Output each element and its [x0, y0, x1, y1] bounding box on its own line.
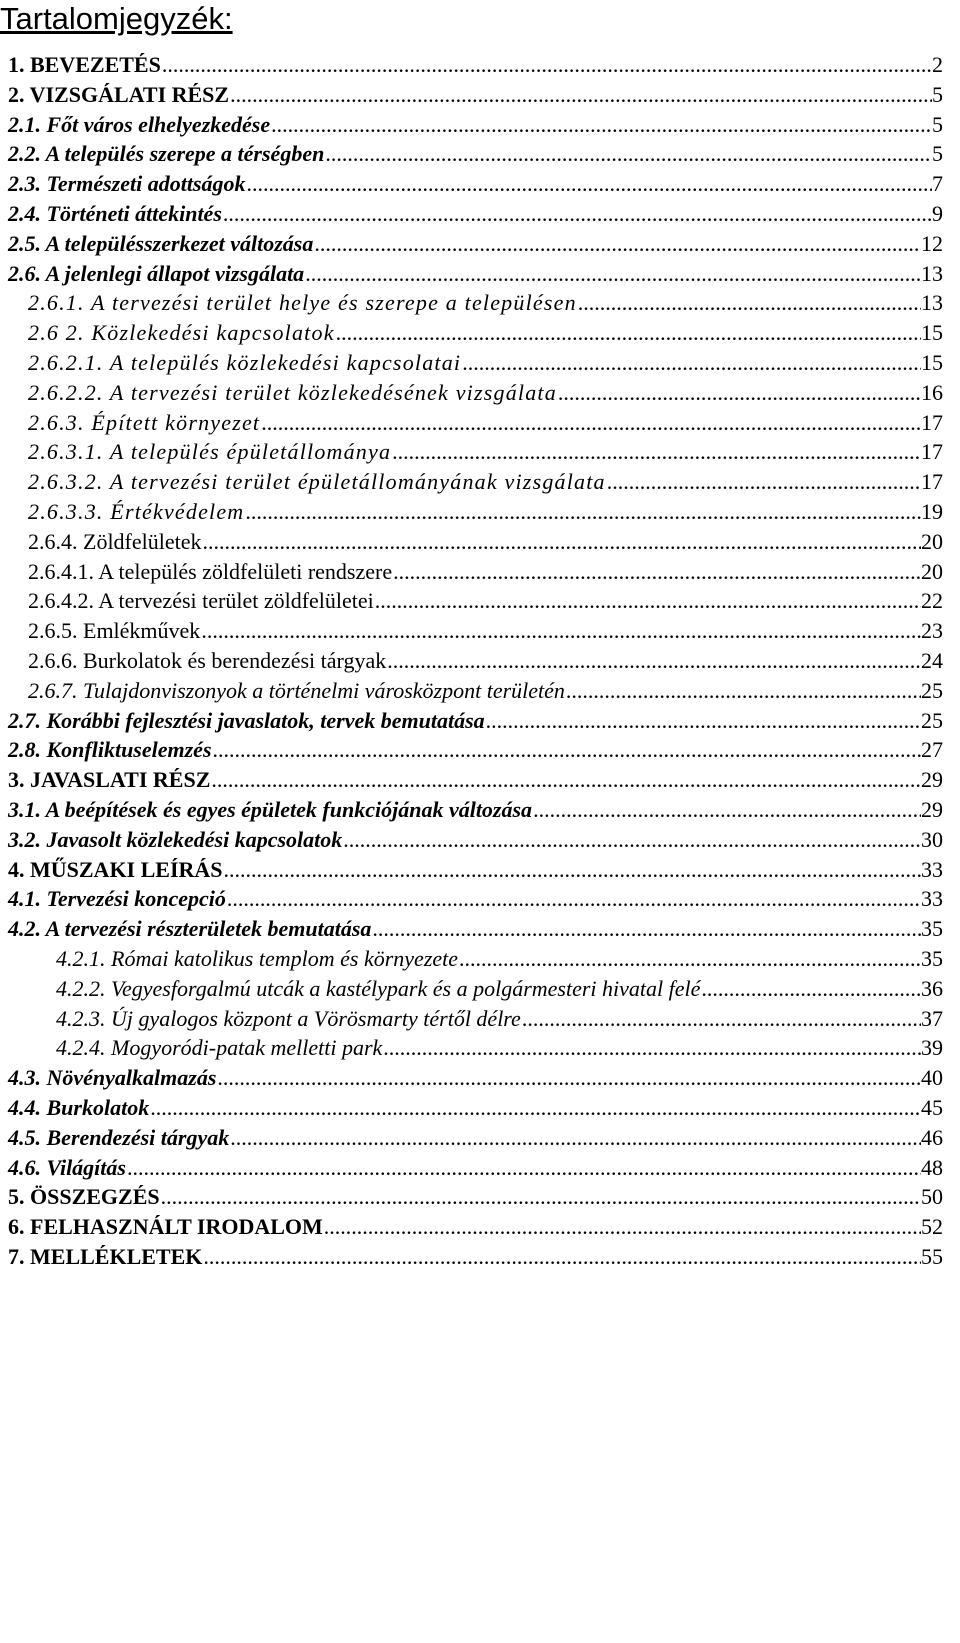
- toc-leader-dots: [324, 139, 932, 169]
- toc-page-number: 5: [932, 81, 943, 107]
- toc-leader-dots: [161, 50, 932, 80]
- toc-entry[interactable]: [8, 1153, 943, 1183]
- toc-entry[interactable]: [8, 706, 943, 736]
- toc-entry-title: 2.8. Konfliktuselemzés: [8, 737, 212, 763]
- toc-leader-dots: [577, 288, 921, 318]
- toc-entry-title: 2.2. A település szerepe a térségben: [8, 141, 325, 167]
- toc-entry-title: 2.4. Történeti áttekintés: [8, 201, 222, 226]
- toc-leader-dots: [160, 1182, 921, 1212]
- toc-leader-dots: [244, 497, 921, 527]
- toc-leader-dots: [371, 914, 921, 944]
- toc-entry-title: 2.1. Főt város elhelyezkedése: [8, 111, 271, 137]
- toc-leader-dots: [246, 169, 932, 199]
- toc-entry[interactable]: [56, 1004, 943, 1034]
- toc-entry-title: 4.5. Berendezési tárgyak: [8, 1124, 230, 1150]
- toc-entry-title: 2.6.4. Zöldfelületek: [28, 528, 202, 554]
- toc-page-number: 39: [921, 1035, 943, 1061]
- toc-entry[interactable]: [28, 616, 943, 646]
- toc-page-number: 35: [921, 946, 943, 971]
- toc-page-number: 16: [921, 379, 943, 405]
- toc-page-number: 24: [921, 648, 943, 673]
- toc-entry-title: 2.6.2.2. A tervezési terület közlekedésének vizsgálata: [28, 379, 557, 405]
- toc-leader-dots: [202, 1242, 921, 1272]
- toc-leader-dots: [374, 586, 921, 616]
- toc-entry-title: 3.1. A beépítések és egyes épületek funkciójának változása: [8, 797, 533, 822]
- toc-entry[interactable]: [56, 1033, 943, 1063]
- toc-leader-dots: [149, 1093, 921, 1123]
- toc-page-number: 36: [921, 975, 943, 1001]
- toc-page-number: 27: [921, 737, 943, 763]
- toc-entry[interactable]: [8, 795, 943, 825]
- toc-leader-dots: [226, 884, 921, 914]
- toc-entry-title: 2.6.3.3. Értékvédelem: [28, 499, 245, 524]
- toc-entry-title: 4.6. Világítás: [8, 1154, 126, 1180]
- toc-entry[interactable]: [56, 944, 943, 974]
- toc-page-number: 17: [921, 439, 943, 465]
- toc-leader-dots: [202, 527, 921, 557]
- toc-entry-title: 4.2. A tervezési részterületek bemutatása: [8, 916, 372, 942]
- toc-entry[interactable]: [28, 437, 943, 467]
- toc-entry[interactable]: [28, 497, 943, 527]
- toc-leader-dots: [335, 318, 921, 348]
- toc-entry-title: 2.5. A településszerkezet változása: [8, 230, 314, 256]
- toc-leader-dots: [606, 467, 921, 497]
- toc-page-number: 20: [921, 528, 943, 554]
- toc-entry[interactable]: [28, 676, 943, 706]
- toc-page-number: 7: [932, 171, 943, 197]
- toc-leader-dots: [532, 795, 921, 825]
- toc-entry-title: 7. MELLÉKLETEK: [8, 1244, 203, 1269]
- toc-leader-dots: [200, 616, 921, 646]
- toc-entry-title: 4. MŰSZAKI LEÍRÁS: [8, 856, 223, 882]
- toc-page-number: 29: [921, 767, 943, 793]
- toc-page-number: 13: [921, 290, 943, 316]
- toc-entry[interactable]: [8, 735, 943, 765]
- toc-entry-title: 2.6.7. Tulajdonviszonyok a történelmi városközpont területén: [28, 677, 565, 703]
- toc-entry-title: 2.6.4.1. A település zöldfelületi rendszere: [28, 558, 393, 584]
- page-title: Tartalomjegyzék:: [0, 1, 233, 36]
- toc-entry-title: 4.2.1. Római katolikus templom és környezete: [56, 946, 459, 971]
- toc-entry[interactable]: [56, 974, 943, 1004]
- toc-leader-dots: [270, 110, 932, 140]
- toc-leader-dots: [304, 259, 921, 289]
- toc-entry[interactable]: [8, 1093, 943, 1123]
- toc-entry-title: 2.3. Természeti adottságok: [8, 171, 246, 197]
- toc-entry[interactable]: [28, 646, 943, 676]
- toc-leader-dots: [485, 706, 921, 736]
- toc-entry[interactable]: [28, 288, 943, 318]
- toc-entry-title: 4.2.3. Új gyalogos központ a Vörösmarty tértől délre: [56, 1005, 521, 1031]
- toc-entry-title: 2.7. Korábbi fejlesztési javaslatok, tervek bemutatása: [8, 707, 485, 733]
- toc-page-number: 15: [921, 350, 943, 375]
- toc-entry-title: 4.2.4. Mogyoródi-patak melletti park: [56, 1035, 383, 1061]
- toc-entry[interactable]: [8, 765, 943, 795]
- toc-entry-title: 1. BEVEZETÉS: [8, 52, 161, 77]
- toc-entry-title: 2.6.3. Épített környezet: [28, 409, 261, 435]
- toc-page-number: 35: [921, 916, 943, 942]
- toc-entry[interactable]: [28, 318, 943, 348]
- toc-entry[interactable]: [8, 1212, 943, 1242]
- toc-entry-title: 4.1. Tervezési koncepció: [8, 886, 226, 912]
- toc-entry[interactable]: [8, 914, 943, 944]
- toc-page-number: 29: [921, 797, 943, 822]
- toc-leader-dots: [458, 944, 921, 974]
- toc-page-number: 33: [921, 886, 943, 912]
- toc-page-number: 25: [921, 707, 943, 733]
- toc-leader-dots: [700, 974, 921, 1004]
- toc-entry[interactable]: [8, 259, 943, 289]
- toc-entry[interactable]: [8, 139, 943, 169]
- toc-entry[interactable]: [8, 199, 943, 229]
- toc-entry-title: 5. ÖSSZEGZÉS: [8, 1184, 160, 1210]
- toc-leader-dots: [382, 1033, 921, 1063]
- toc-entry[interactable]: [28, 557, 943, 587]
- toc-entry[interactable]: [8, 1242, 943, 1272]
- toc-page-number: 17: [921, 469, 943, 495]
- toc-entry[interactable]: [8, 884, 943, 914]
- toc-page-number: 23: [921, 618, 943, 644]
- toc-leader-dots: [260, 408, 921, 438]
- toc-page-number: 2: [932, 52, 943, 77]
- toc-entry[interactable]: [28, 527, 943, 557]
- toc-leader-dots: [392, 557, 921, 587]
- toc-leader-dots: [386, 646, 921, 676]
- toc-page-number: 13: [921, 260, 943, 286]
- toc-entry-title: 2.6.2.1. A település közlekedési kapcsolatai: [28, 350, 462, 375]
- toc-entry-title: 4.4. Burkolatok: [8, 1095, 150, 1120]
- toc-leader-dots: [313, 229, 921, 259]
- toc-page-number: 30: [921, 826, 943, 852]
- toc-entry-title: 3.2. Javasolt közlekedési kapcsolatok: [8, 826, 343, 852]
- toc-page-number: 33: [921, 856, 943, 882]
- toc-entry-title: 2.6.1. A tervezési terület helye és szerepe a településen: [28, 290, 577, 316]
- toc-entry[interactable]: [8, 1063, 943, 1093]
- toc-page-number: 19: [921, 499, 943, 524]
- toc-page-number: 48: [921, 1154, 943, 1180]
- toc-entry[interactable]: [8, 169, 943, 199]
- toc-leader-dots: [229, 80, 932, 110]
- toc-entry[interactable]: [8, 1123, 943, 1153]
- toc-page-number: 50: [921, 1184, 943, 1210]
- toc-entry[interactable]: [8, 825, 943, 855]
- toc-leader-dots: [565, 676, 921, 706]
- toc-leader-dots: [557, 378, 921, 408]
- toc-page-number: 46: [921, 1124, 943, 1150]
- toc-entry[interactable]: [28, 378, 943, 408]
- toc-page-number: 17: [921, 409, 943, 435]
- toc-leader-dots: [461, 348, 921, 378]
- toc-page-number: 55: [921, 1244, 943, 1269]
- toc-leader-dots: [342, 825, 921, 855]
- toc-leader-dots: [126, 1153, 921, 1183]
- toc-entry-title: 2.6.3.2. A tervezési terület épületállományának vizsgálata: [28, 469, 606, 495]
- toc-entry-title: 2.6 2. Közlekedési kapcsolatok: [28, 320, 335, 346]
- toc-leader-dots: [323, 1212, 921, 1242]
- toc-entry[interactable]: [8, 50, 943, 80]
- toc-entry[interactable]: [8, 229, 943, 259]
- toc-entry-title: 2.6.6. Burkolatok és berendezési tárgyak: [28, 648, 387, 673]
- toc-entry-title: 4.3. Növényalkalmazás: [8, 1065, 217, 1091]
- toc-entry[interactable]: [8, 80, 943, 110]
- toc-leader-dots: [391, 437, 921, 467]
- toc-page-number: 12: [921, 230, 943, 256]
- toc-leader-dots: [223, 855, 921, 885]
- toc-page-number: 5: [932, 141, 943, 167]
- toc-page-number: 52: [921, 1214, 943, 1240]
- toc-entry[interactable]: [8, 855, 943, 885]
- toc-page-number: 45: [921, 1095, 943, 1120]
- toc-entry-title: 2.6.5. Emlékművek: [28, 618, 201, 644]
- toc-leader-dots: [521, 1004, 921, 1034]
- toc-page-number: 40: [921, 1065, 943, 1091]
- toc-entry-title: 2.6. A jelenlegi állapot vizsgálata: [8, 260, 305, 286]
- toc-page-number: 25: [921, 677, 943, 703]
- toc-entry-title: 2.6.3.1. A település épületállománya: [28, 439, 392, 465]
- toc-page-number: 37: [921, 1005, 943, 1031]
- toc-leader-dots: [216, 1063, 921, 1093]
- toc-leader-dots: [229, 1123, 921, 1153]
- toc-entry-title: 2.6.4.2. A tervezési terület zöldfelületei: [28, 588, 374, 614]
- toc-page-number: 22: [921, 588, 943, 614]
- toc-entry-title: 6. FELHASZNÁLT IRODALOM: [8, 1214, 323, 1240]
- toc-entry[interactable]: [28, 467, 943, 497]
- toc-leader-dots: [212, 735, 921, 765]
- toc-page-number: 15: [921, 320, 943, 346]
- toc-page-number: 20: [921, 558, 943, 584]
- toc-entry[interactable]: [8, 110, 943, 140]
- toc-entry[interactable]: [28, 348, 943, 378]
- toc-leader-dots: [210, 765, 921, 795]
- toc-leader-dots: [222, 199, 932, 229]
- toc-page-number: 5: [932, 111, 943, 137]
- toc-page-number: 9: [932, 201, 943, 226]
- toc-entry[interactable]: [28, 586, 943, 616]
- toc-entry-title: 2. VIZSGÁLATI RÉSZ: [8, 81, 230, 107]
- toc-entry[interactable]: [28, 408, 943, 438]
- toc-entry-title: 4.2.2. Vegyesforgalmú utcák a kastélypark és a polgármesteri hivatal felé: [56, 975, 701, 1001]
- toc-entry-title: 3. JAVASLATI RÉSZ: [8, 767, 211, 793]
- toc-entry[interactable]: [8, 1182, 943, 1212]
